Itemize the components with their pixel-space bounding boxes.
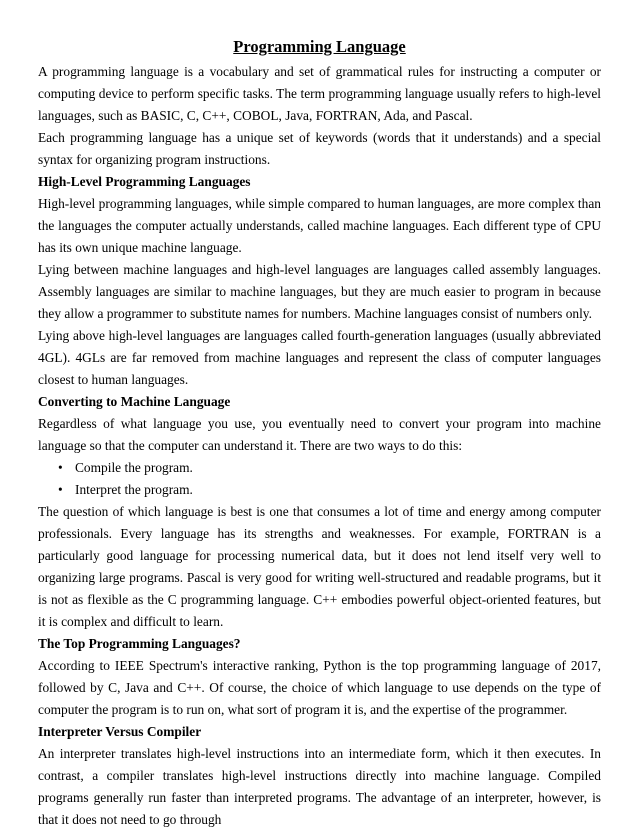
conversion-methods-list <box>38 457 601 501</box>
section-heading-converting: Converting to Machine Language <box>38 394 231 409</box>
high-level-paragraph: Lying between machine languages and high-level languages are languages called assembly languages. Assembly languages are similar to machine languages, but they are much easier to program in because they allow a programmer to substitute names for numbers. Machine languages consist of numbers only. <box>38 262 601 321</box>
list-item <box>58 479 601 501</box>
intro-paragraph: A programming language is a vocabulary and set of grammatical rules for instructing a computer or computing device to perform specific tasks. The term programming language usually refers to high-level languages, such as BASIC, C, C++, COBOL, Java, FORTRAN, Ada, and Pascal. <box>38 64 601 123</box>
language-comparison-paragraph: The question of which language is best is one that consumes a lot of time and energy among computer professionals. Every language has its strengths and weaknesses. For example, FORTRAN is a particularly good language for processing numerical data, but it does not lend itself very well to organizing large programs. Pascal is very good for writing well-structured and readable programs, but it is not as flexible as the C programming language. C++ embodies powerful object-oriented features, but it is complex and difficult to learn. <box>38 504 601 629</box>
converting-paragraph: Regardless of what language you use, you eventually need to convert your program into machine language so that the computer can understand it. There are two ways to do this: <box>38 416 601 453</box>
bullet-icon: • <box>58 482 63 497</box>
list-item-text: Compile the program. <box>75 460 193 475</box>
top-languages-paragraph: According to IEEE Spectrum's interactive ranking, Python is the top programming language of 2017, followed by C, Java and C++. Of course, the choice of which language to use depends on the type of computer the program is to run on, what sort of program it is, and the expertise of the programmer. <box>38 658 601 717</box>
document-page <box>38 0 601 831</box>
bullet-icon: • <box>58 460 63 475</box>
high-level-paragraph: High-level programming languages, while simple compared to human languages, are more complex than the languages the computer actually understands, called machine languages. Each different type of CPU has its own unique machine language. <box>38 196 601 255</box>
page-title: Programming Language <box>233 37 406 56</box>
section-heading-high-level: High-Level Programming Languages <box>38 174 251 189</box>
list-item-text: Interpret the program. <box>75 482 193 497</box>
section-heading-top-languages: The Top Programming Languages? <box>38 636 241 651</box>
list-item <box>58 457 601 479</box>
interpreter-compiler-paragraph: An interpreter translates high-level instructions into an intermediate form, which it then executes. In contrast, a compiler translates high-level instructions directly into machine language. Compiled programs generally run faster than interpreted programs. The advantage of an interpreter, however, is that it does not need to go through <box>38 746 601 827</box>
intro-paragraph: Each programming language has a unique set of keywords (words that it understands) and a special syntax for organizing program instructions. <box>38 130 601 167</box>
section-heading-interpreter-compiler: Interpreter Versus Compiler <box>38 724 202 739</box>
high-level-paragraph: Lying above high-level languages are languages called fourth-generation languages (usually abbreviated 4GL). 4GLs are far removed from machine languages and represent the class of computer languages closest to human languages. <box>38 328 601 387</box>
